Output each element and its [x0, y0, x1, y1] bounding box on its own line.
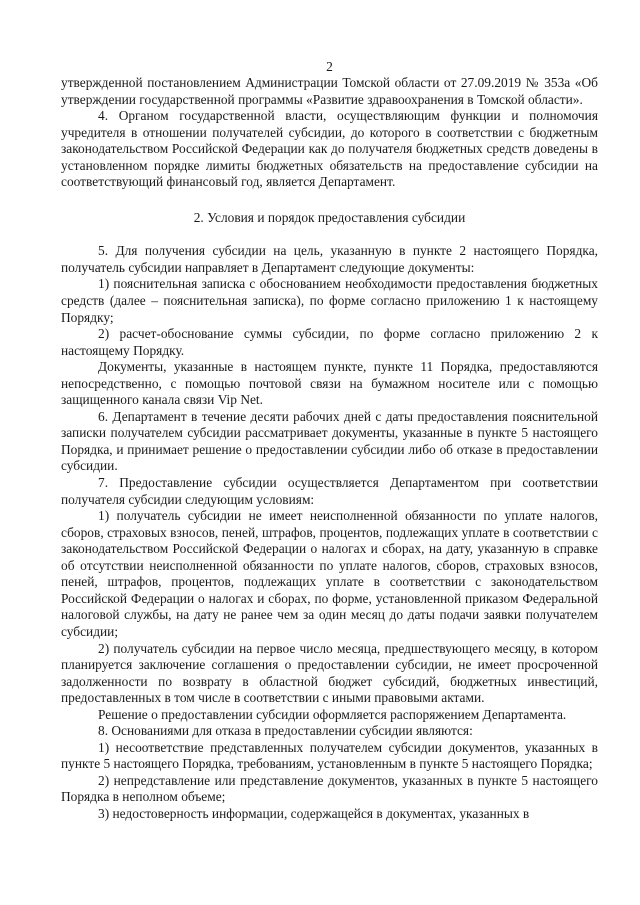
page-number: 2 [326, 59, 333, 74]
paragraph-p7-dec: Решение о предоставлении субсидии оформляется распоряжением Департамента. [98, 706, 567, 722]
paragraph-p5: 5. Для получения субсидии на цель, указанную в пункте 2 настоящего Порядка, получатель субсидии направляет в Департамент следующие документы: [61, 243, 598, 275]
document-body [61, 75, 598, 823]
paragraph-p8: 8. Основаниями для отказа в предоставлении субсидии являются: [98, 723, 473, 739]
section-paragraphs [61, 243, 598, 822]
paragraph-p8-2: 2) непредставление или представление документов, указанных в пункте 5 настоящего Порядка в неполном объеме; [61, 772, 598, 805]
paragraph-p7-2: 2) получатель субсидии на первое число месяца, предшествующего месяцу, в котором планируется заключение соглашения о предоставлении субсидии, не имеет просроченной задолженности по возврату в областной бюджет субсидий, бюджетных инвестиций, предоставленных в том числе в соответствии с иными правовыми актами. [61, 640, 598, 706]
paragraph-p0: утвержденной постановлением Администрации Томской области от 27.09.2019 № 353а «Об утверждении государственной программы «Развитие здравоохранения в Томской области». [61, 75, 598, 107]
paragraph-p8-1: 1) несоответствие представленных получателем субсидии документов, указанных в пункте 5 настоящего Порядка, требованиям, установленным в пункте 5 настоящего Порядка; [61, 739, 598, 772]
paragraph-p7-1: 1) получатель субсидии не имеет неисполненной обязанности по уплате налогов, сборов, страховых взносов, пеней, штрафов, процентов, подлежащих уплате в соответствии с законодательством Российской Федерации о налогах и сборах, на дату, указанную в справке об отсутствии неисполненной обязанности по уплате налогов, сборов, страховых взносов, пеней, штрафов, процентов, подлежащих уплате в соответствии с законодательством Российской Федерации о налогах и сборах, по форме, установленной приказом Федеральной налоговой службы, на дату не ранее чем за один месяц до даты подачи заявки получателем субсидии; [61, 508, 598, 639]
intro-paragraphs [61, 75, 598, 191]
section-heading: 2. Условия и порядок предоставления субсидии [193, 209, 466, 225]
paragraph-p7: 7. Предоставление субсидии осуществляется Департаментом при соответствии получателя субсидии следующим условиям: [61, 475, 598, 507]
paragraph-p6: 6. Департамент в течение десяти рабочих дней с даты предоставления пояснительной записки получателем субсидии рассматривает документы, указанные в пункте 5 настоящего Порядка, и принимает решение о предоставлении субсидии либо об отказе в предоставлении субсидии. [61, 408, 598, 474]
paragraph-p8-3: 3) недостоверность информации, содержащейся в документах, указанных в [98, 805, 530, 821]
paragraph-p5-docs: Документы, указанные в настоящем пункте, пункте 11 Порядка, предоставляются непосредственно, с помощью почтовой связи на бумажном носителе или с помощью защищенного канала связи Vip Net. [61, 359, 598, 408]
paragraph-p5-2: 2) расчет-обоснование суммы субсидии, по форме согласно приложению 2 к настоящему Порядку. [61, 326, 598, 358]
paragraph-p4: 4. Органом государственной власти, осуществляющим функции и полномочия учредителя в отношении получателей субсидии, до которого в соответствии с бюджетным законодательством Российской Федерации как до получателя бюджетных средств доведены в установленном порядке лимиты бюджетных обязательств на предоставление субсидии на соответствующий финансовый год, является Департамент. [61, 108, 598, 190]
paragraph-p5-1: 1) пояснительная записка с обоснованием необходимости предоставления бюджетных средств (далее – пояснительная записка), по форме согласно приложению 1 к настоящему Порядку; [61, 276, 598, 325]
